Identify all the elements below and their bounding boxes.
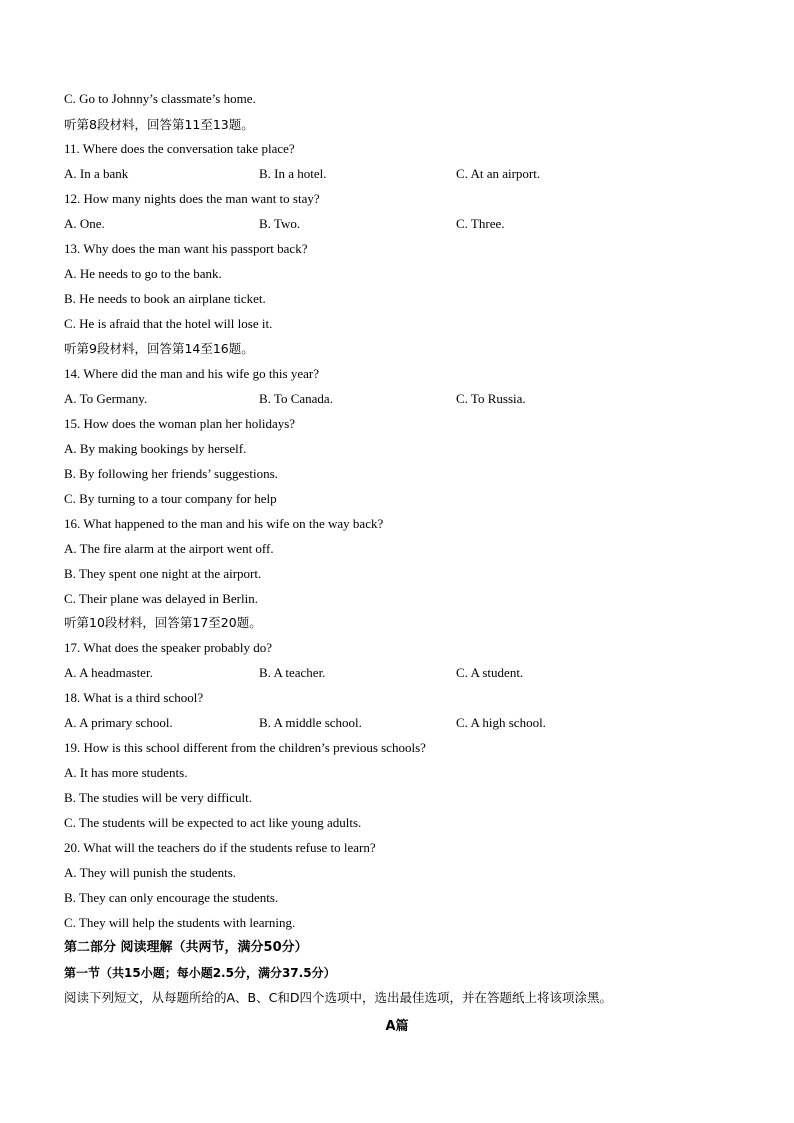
question-14-options: [64, 391, 744, 407]
question-17-options: [64, 665, 744, 681]
q10-option-c: C. Go to Johnny’s classmate’s home.: [64, 91, 256, 106]
question-13-option-c: C. He is afraid that the hotel will lose it.: [64, 316, 273, 331]
option-a: A. To Germany.: [64, 391, 148, 406]
reading-instruction: 阅读下列短文，从每题所给的A、B、C和D四个选项中，选出最佳选项，并在答题纸上将该项涂黑。: [64, 990, 612, 1005]
option-b: B. Two.: [259, 216, 301, 231]
question-20: 20. What will the teachers do if the students refuse to learn?: [64, 840, 376, 855]
question-18-options: [64, 715, 744, 731]
part-2-heading: 第二部分 阅读理解（共两节，满分50分）: [64, 940, 308, 955]
section-1-heading: 第一节（共15小题；每小题2.5分，满分37.5分）: [64, 966, 336, 980]
section-9-instruction: 听第9段材料，回答第14至16题。: [64, 341, 254, 356]
question-16-option-a: A. The fire alarm at the airport went off.: [64, 541, 274, 556]
question-19-option-a: A. It has more students.: [64, 765, 188, 780]
option-b: B. To Canada.: [259, 391, 333, 406]
question-17: 17. What does the speaker probably do?: [64, 640, 273, 655]
question-19-option-b: B. The studies will be very difficult.: [64, 790, 252, 805]
passage-a-title: A篇: [385, 1019, 409, 1034]
option-b: B. A middle school.: [259, 715, 362, 730]
question-13-option-a: A. He needs to go to the bank.: [64, 266, 222, 281]
question-19-option-c: C. The students will be expected to act like young adults.: [64, 815, 362, 830]
section-8-instruction: 听第8段材料，回答第11至13题。: [64, 117, 254, 132]
question-15-option-c: C. By turning to a tour company for help: [64, 491, 277, 506]
question-18: 18. What is a third school?: [64, 690, 204, 705]
question-15: 15. How does the woman plan her holidays?: [64, 416, 296, 431]
question-16-option-c: C. Their plane was delayed in Berlin.: [64, 591, 258, 606]
question-14: 14. Where did the man and his wife go this year?: [64, 366, 319, 381]
question-19: 19. How is this school different from the children’s previous schools?: [64, 740, 426, 755]
question-12-options: [64, 216, 744, 232]
question-13-option-b: B. He needs to book an airplane ticket.: [64, 291, 266, 306]
option-c: C. A high school.: [456, 715, 546, 730]
option-b: B. A teacher.: [259, 665, 326, 680]
option-a: A. In a bank: [64, 166, 129, 181]
question-15-option-a: A. By making bookings by herself.: [64, 441, 247, 456]
question-16-option-b: B. They spent one night at the airport.: [64, 566, 262, 581]
option-c: C. A student.: [456, 665, 524, 680]
option-a: A. A headmaster.: [64, 665, 153, 680]
section-10-instruction: 听第10段材料，回答第17至20题。: [64, 615, 262, 630]
question-13: 13. Why does the man want his passport back?: [64, 241, 308, 256]
question-15-option-b: B. By following her friends’ suggestions.: [64, 466, 278, 481]
question-20-option-a: A. They will punish the students.: [64, 865, 237, 880]
question-20-option-c: C. They will help the students with learning.: [64, 915, 296, 930]
option-a: A. A primary school.: [64, 715, 173, 730]
question-11: 11. Where does the conversation take place?: [64, 141, 295, 156]
option-c: C. Three.: [456, 216, 505, 231]
option-b: B. In a hotel.: [259, 166, 327, 181]
question-16: 16. What happened to the man and his wife on the way back?: [64, 516, 384, 531]
option-c: C. To Russia.: [456, 391, 526, 406]
question-11-options: [64, 166, 744, 182]
question-20-option-b: B. They can only encourage the students.: [64, 890, 279, 905]
option-c: C. At an airport.: [456, 166, 541, 181]
option-a: A. One.: [64, 216, 105, 231]
question-12: 12. How many nights does the man want to stay?: [64, 191, 320, 206]
